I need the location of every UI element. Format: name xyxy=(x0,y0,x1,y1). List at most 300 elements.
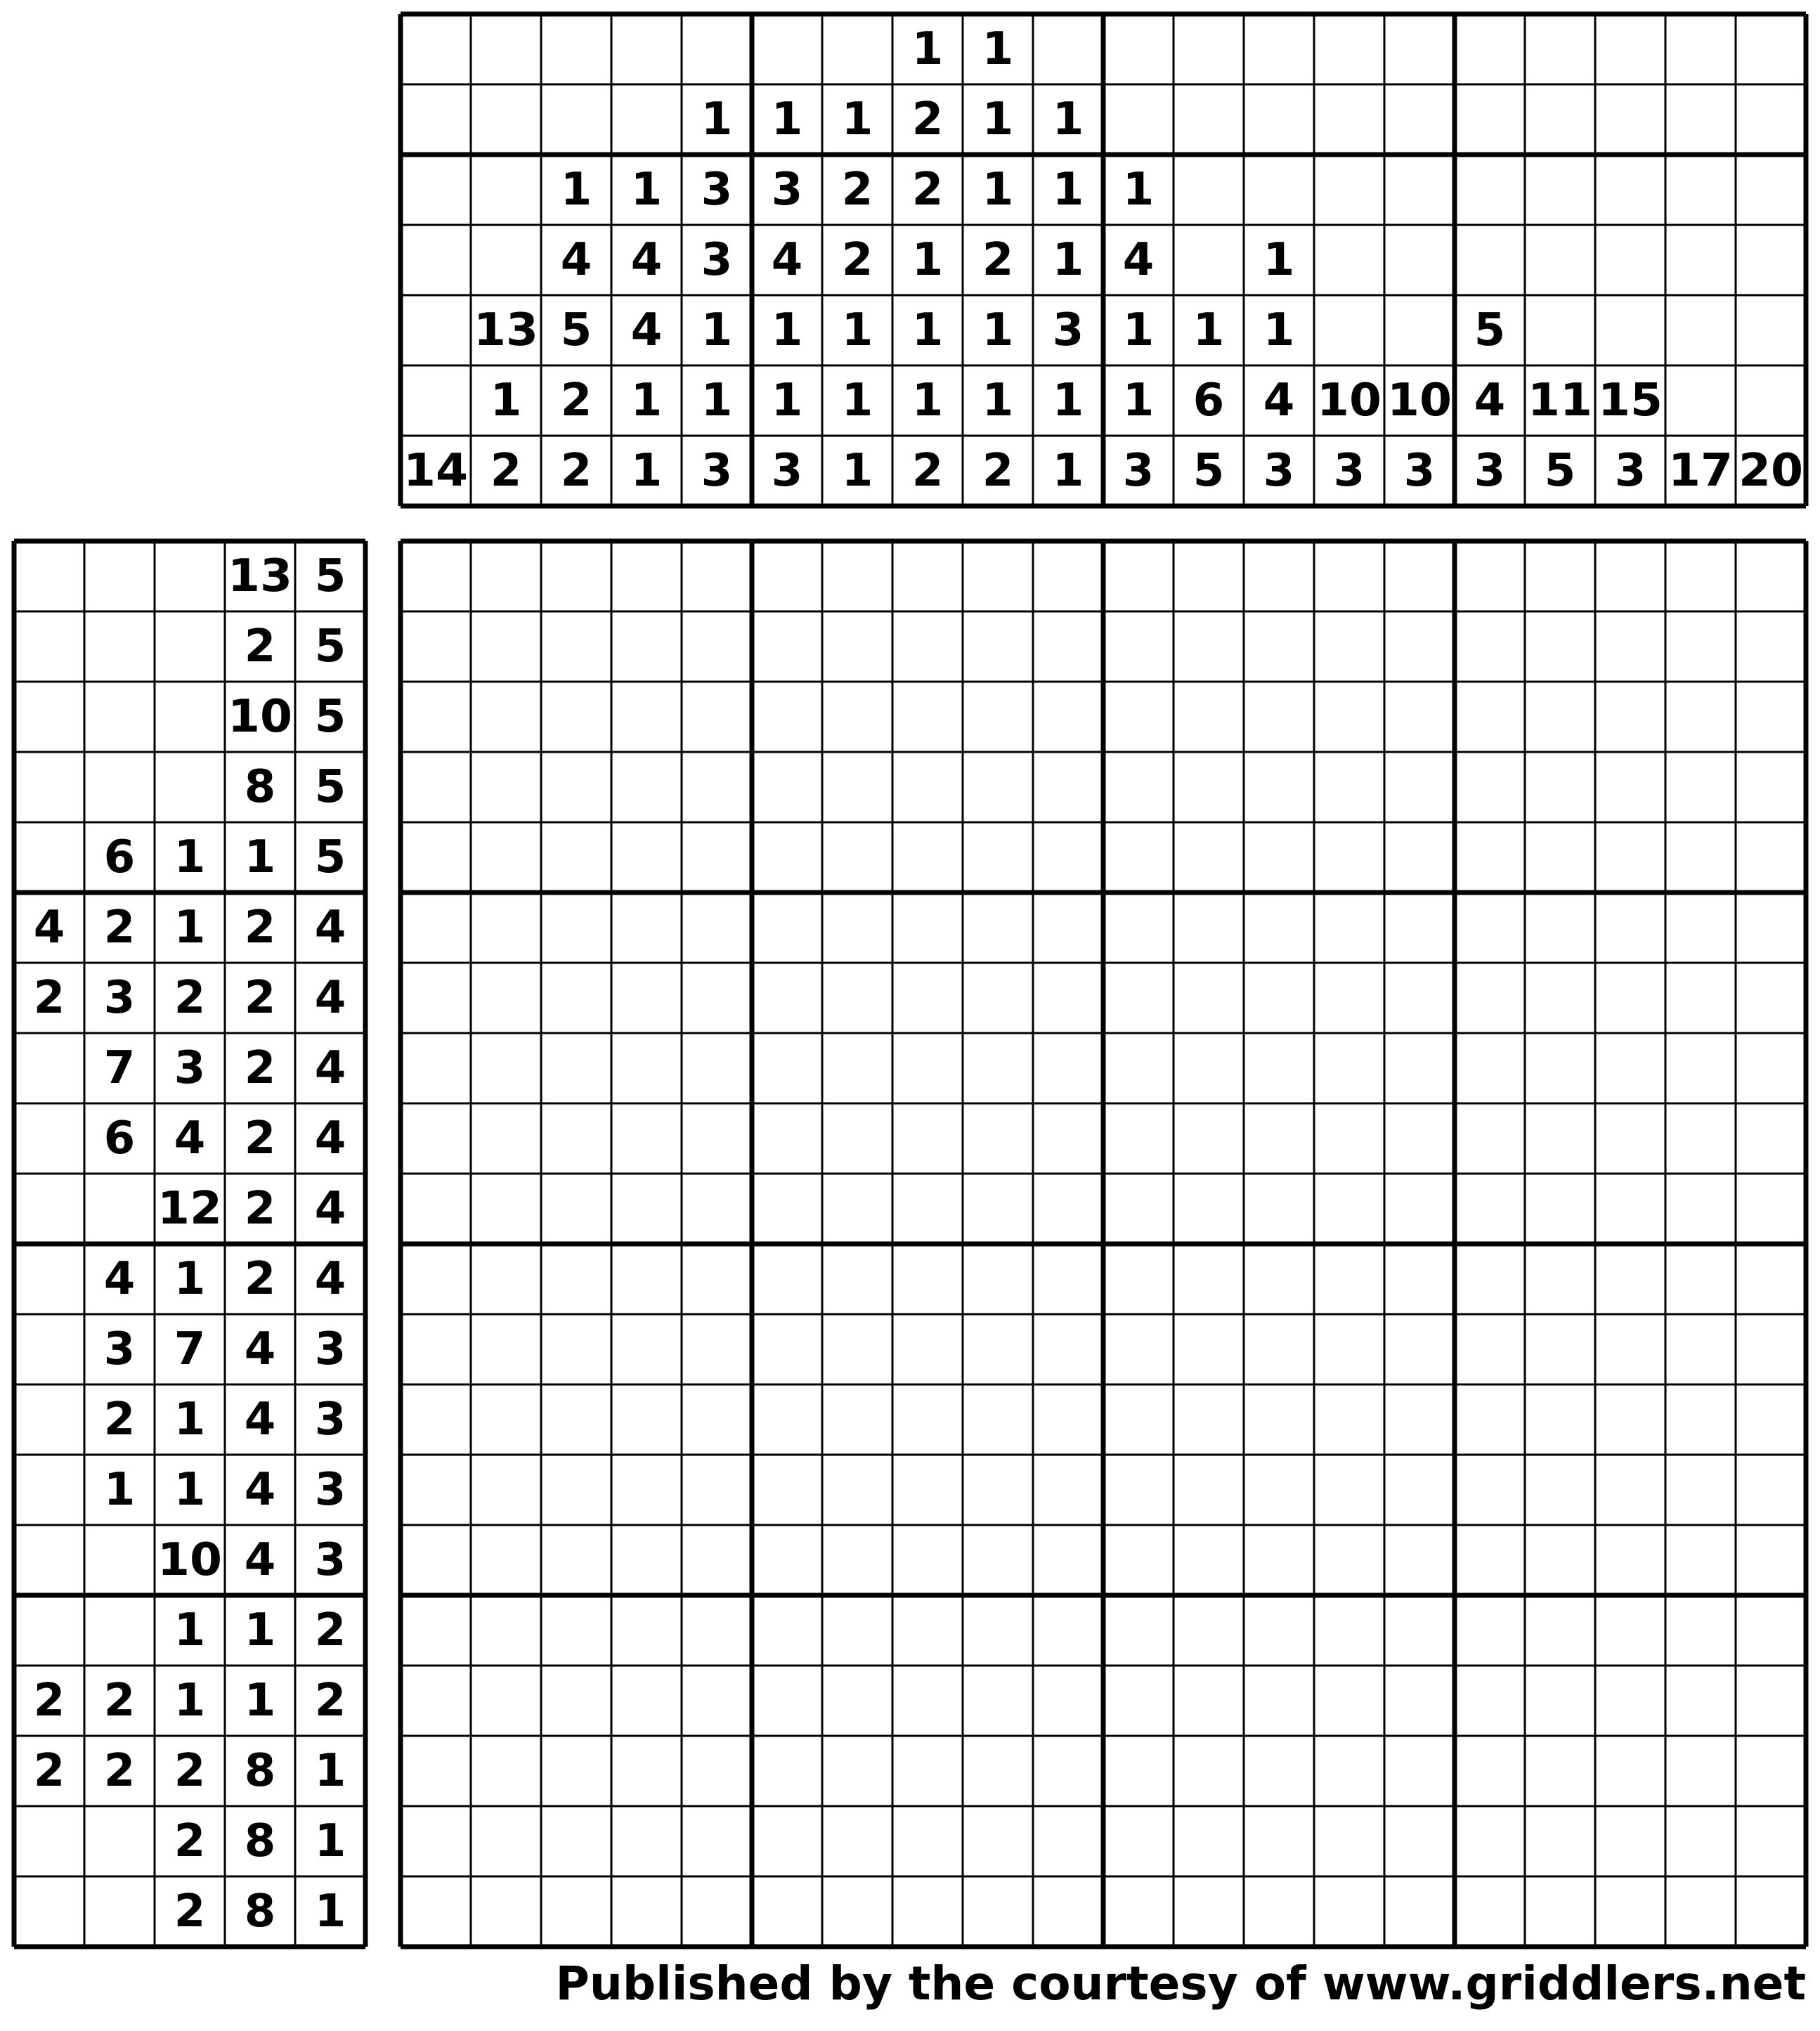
grid-cell[interactable] xyxy=(1244,1595,1314,1666)
grid-cell[interactable] xyxy=(822,1455,892,1525)
grid-cell[interactable] xyxy=(963,752,1033,822)
grid-cell[interactable] xyxy=(1525,822,1595,893)
grid-cell[interactable] xyxy=(1525,1666,1595,1736)
grid-cell[interactable] xyxy=(1384,1103,1455,1174)
grid-cell[interactable] xyxy=(1736,822,1806,893)
grid-cell[interactable] xyxy=(1174,822,1244,893)
grid-cell[interactable] xyxy=(401,1384,471,1455)
grid-cell[interactable] xyxy=(1455,1455,1525,1525)
grid-cell[interactable] xyxy=(892,1384,963,1455)
grid-cell[interactable] xyxy=(1314,541,1384,611)
grid-cell[interactable] xyxy=(1665,1103,1736,1174)
grid-cell[interactable] xyxy=(1595,1806,1665,1876)
grid-cell[interactable] xyxy=(1244,1666,1314,1736)
grid-cell[interactable] xyxy=(611,1806,682,1876)
grid-cell[interactable] xyxy=(1525,1595,1595,1666)
grid-cell[interactable] xyxy=(471,541,541,611)
grid-cell[interactable] xyxy=(1455,963,1525,1033)
grid-cell[interactable] xyxy=(1174,1666,1244,1736)
grid-cell[interactable] xyxy=(1244,1736,1314,1806)
grid-cell[interactable] xyxy=(963,1033,1033,1103)
grid-cell[interactable] xyxy=(471,752,541,822)
grid-cell[interactable] xyxy=(1455,1595,1525,1666)
grid-cell[interactable] xyxy=(1314,1174,1384,1244)
grid-cell[interactable] xyxy=(1736,1525,1806,1595)
grid-cell[interactable] xyxy=(1595,822,1665,893)
grid-cell[interactable] xyxy=(541,1876,611,1947)
grid-cell[interactable] xyxy=(1455,893,1525,963)
grid-cell[interactable] xyxy=(1525,1876,1595,1947)
grid-cell[interactable] xyxy=(1033,1244,1103,1314)
grid-cell[interactable] xyxy=(471,611,541,682)
grid-cell[interactable] xyxy=(682,1033,752,1103)
grid-cell[interactable] xyxy=(401,1525,471,1595)
grid-cell[interactable] xyxy=(892,1174,963,1244)
grid-cell[interactable] xyxy=(541,1244,611,1314)
grid-cell[interactable] xyxy=(822,1103,892,1174)
grid-cell[interactable] xyxy=(1384,893,1455,963)
grid-cell[interactable] xyxy=(1244,1033,1314,1103)
grid-cell[interactable] xyxy=(1595,1455,1665,1525)
grid-cell[interactable] xyxy=(1455,1103,1525,1174)
grid-cell[interactable] xyxy=(1665,1244,1736,1314)
grid-cell[interactable] xyxy=(963,682,1033,752)
grid-cell[interactable] xyxy=(822,1033,892,1103)
grid-cell[interactable] xyxy=(1665,1314,1736,1384)
grid-cell[interactable] xyxy=(1244,963,1314,1033)
grid-cell[interactable] xyxy=(682,1103,752,1174)
grid-cell[interactable] xyxy=(822,1314,892,1384)
grid-cell[interactable] xyxy=(1665,1595,1736,1666)
grid-cell[interactable] xyxy=(1525,1033,1595,1103)
grid-cell[interactable] xyxy=(1103,1806,1174,1876)
grid-cell[interactable] xyxy=(611,893,682,963)
grid-cell[interactable] xyxy=(1455,752,1525,822)
grid-cell[interactable] xyxy=(1314,893,1384,963)
grid-cell[interactable] xyxy=(1455,1033,1525,1103)
grid-cell[interactable] xyxy=(401,1314,471,1384)
grid-cell[interactable] xyxy=(1384,1314,1455,1384)
grid-cell[interactable] xyxy=(1595,1103,1665,1174)
grid-cell[interactable] xyxy=(471,1103,541,1174)
grid-cell[interactable] xyxy=(1665,1876,1736,1947)
grid-cell[interactable] xyxy=(1595,1876,1665,1947)
grid-cell[interactable] xyxy=(682,1736,752,1806)
grid-cell[interactable] xyxy=(1525,752,1595,822)
grid-cell[interactable] xyxy=(611,1736,682,1806)
grid-cell[interactable] xyxy=(1314,1314,1384,1384)
grid-cell[interactable] xyxy=(471,822,541,893)
grid-cell[interactable] xyxy=(401,611,471,682)
grid-cell[interactable] xyxy=(1595,1736,1665,1806)
grid-cell[interactable] xyxy=(963,1314,1033,1384)
grid-cell[interactable] xyxy=(1033,752,1103,822)
grid-cell[interactable] xyxy=(1384,963,1455,1033)
grid-cell[interactable] xyxy=(401,1103,471,1174)
grid-cell[interactable] xyxy=(1384,822,1455,893)
grid-cell[interactable] xyxy=(1455,1806,1525,1876)
grid-cell[interactable] xyxy=(1103,1314,1174,1384)
grid-cell[interactable] xyxy=(1736,611,1806,682)
grid-cell[interactable] xyxy=(1665,893,1736,963)
grid-cell[interactable] xyxy=(963,1525,1033,1595)
grid-cell[interactable] xyxy=(1455,1384,1525,1455)
grid-cell[interactable] xyxy=(1244,682,1314,752)
grid-cell[interactable] xyxy=(682,1384,752,1455)
grid-cell[interactable] xyxy=(1665,1666,1736,1736)
grid-cell[interactable] xyxy=(1033,822,1103,893)
grid-cell[interactable] xyxy=(1244,893,1314,963)
grid-cell[interactable] xyxy=(1525,893,1595,963)
grid-cell[interactable] xyxy=(682,1806,752,1876)
grid-cell[interactable] xyxy=(1174,1806,1244,1876)
grid-cell[interactable] xyxy=(822,752,892,822)
grid-cell[interactable] xyxy=(541,1033,611,1103)
grid-cell[interactable] xyxy=(1384,1595,1455,1666)
grid-cell[interactable] xyxy=(1665,541,1736,611)
grid-cell[interactable] xyxy=(1384,1666,1455,1736)
grid-cell[interactable] xyxy=(822,1174,892,1244)
grid-cell[interactable] xyxy=(611,963,682,1033)
grid-cell[interactable] xyxy=(682,1455,752,1525)
grid-cell[interactable] xyxy=(1665,682,1736,752)
grid-cell[interactable] xyxy=(1103,1033,1174,1103)
grid-cell[interactable] xyxy=(1665,752,1736,822)
grid-cell[interactable] xyxy=(541,1736,611,1806)
grid-cell[interactable] xyxy=(963,1736,1033,1806)
grid-cell[interactable] xyxy=(822,1666,892,1736)
grid-cell[interactable] xyxy=(1525,1384,1595,1455)
grid-cell[interactable] xyxy=(1314,1806,1384,1876)
grid-cell[interactable] xyxy=(1103,752,1174,822)
grid-cell[interactable] xyxy=(1736,1736,1806,1806)
grid-cell[interactable] xyxy=(1384,1736,1455,1806)
grid-cell[interactable] xyxy=(682,822,752,893)
grid-cell[interactable] xyxy=(541,541,611,611)
grid-cell[interactable] xyxy=(541,1525,611,1595)
grid-cell[interactable] xyxy=(1384,1876,1455,1947)
grid-cell[interactable] xyxy=(471,1666,541,1736)
grid-cell[interactable] xyxy=(1174,1244,1244,1314)
grid-cell[interactable] xyxy=(1595,752,1665,822)
grid-cell[interactable] xyxy=(1033,1174,1103,1244)
grid-cell[interactable] xyxy=(1384,1033,1455,1103)
grid-cell[interactable] xyxy=(1033,1595,1103,1666)
grid-cell[interactable] xyxy=(611,1103,682,1174)
grid-cell[interactable] xyxy=(471,1244,541,1314)
grid-cell[interactable] xyxy=(1665,1174,1736,1244)
grid-cell[interactable] xyxy=(1033,893,1103,963)
grid-cell[interactable] xyxy=(822,1806,892,1876)
grid-cell[interactable] xyxy=(822,682,892,752)
grid-cell[interactable] xyxy=(682,1314,752,1384)
grid-cell[interactable] xyxy=(1736,1876,1806,1947)
grid-cell[interactable] xyxy=(1244,1174,1314,1244)
grid-cell[interactable] xyxy=(1033,1103,1103,1174)
grid-cell[interactable] xyxy=(611,1244,682,1314)
grid-cell[interactable] xyxy=(1033,1806,1103,1876)
grid-cell[interactable] xyxy=(1525,1174,1595,1244)
grid-cell[interactable] xyxy=(1244,1455,1314,1525)
grid-cell[interactable] xyxy=(1736,1174,1806,1244)
grid-cell[interactable] xyxy=(752,752,822,822)
grid-cell[interactable] xyxy=(471,893,541,963)
grid-cell[interactable] xyxy=(611,682,682,752)
grid-cell[interactable] xyxy=(1595,1595,1665,1666)
grid-cell[interactable] xyxy=(752,893,822,963)
grid-cell[interactable] xyxy=(1174,1174,1244,1244)
grid-cell[interactable] xyxy=(1033,1033,1103,1103)
grid-cell[interactable] xyxy=(401,1806,471,1876)
grid-cell[interactable] xyxy=(1525,611,1595,682)
grid-cell[interactable] xyxy=(1384,1384,1455,1455)
grid-cell[interactable] xyxy=(471,1033,541,1103)
grid-cell[interactable] xyxy=(541,682,611,752)
grid-cell[interactable] xyxy=(963,611,1033,682)
grid-cell[interactable] xyxy=(1525,1103,1595,1174)
grid-cell[interactable] xyxy=(892,1244,963,1314)
grid-cell[interactable] xyxy=(1174,1876,1244,1947)
grid-cell[interactable] xyxy=(752,1595,822,1666)
grid-cell[interactable] xyxy=(892,1455,963,1525)
grid-cell[interactable] xyxy=(963,541,1033,611)
grid-cell[interactable] xyxy=(1595,1525,1665,1595)
grid-cell[interactable] xyxy=(1525,1455,1595,1525)
grid-cell[interactable] xyxy=(1033,1736,1103,1806)
grid-cell[interactable] xyxy=(1455,682,1525,752)
grid-cell[interactable] xyxy=(401,1455,471,1525)
grid-cell[interactable] xyxy=(471,682,541,752)
grid-cell[interactable] xyxy=(1174,1455,1244,1525)
grid-cell[interactable] xyxy=(892,541,963,611)
grid-cell[interactable] xyxy=(1595,1244,1665,1314)
grid-cell[interactable] xyxy=(752,1455,822,1525)
grid-cell[interactable] xyxy=(401,1033,471,1103)
grid-cell[interactable] xyxy=(1525,1314,1595,1384)
grid-cell[interactable] xyxy=(611,1666,682,1736)
grid-cell[interactable] xyxy=(1103,1455,1174,1525)
grid-cell[interactable] xyxy=(752,1384,822,1455)
grid-cell[interactable] xyxy=(1174,1595,1244,1666)
grid-cell[interactable] xyxy=(1103,1525,1174,1595)
grid-cell[interactable] xyxy=(401,822,471,893)
grid-cell[interactable] xyxy=(1455,1244,1525,1314)
grid-cell[interactable] xyxy=(1455,1174,1525,1244)
grid-cell[interactable] xyxy=(401,893,471,963)
grid-cell[interactable] xyxy=(1525,963,1595,1033)
grid-cell[interactable] xyxy=(1033,963,1103,1033)
grid-cell[interactable] xyxy=(1455,1314,1525,1384)
grid-cell[interactable] xyxy=(1384,1525,1455,1595)
grid-cell[interactable] xyxy=(1103,682,1174,752)
grid-cell[interactable] xyxy=(1525,1244,1595,1314)
grid-cell[interactable] xyxy=(1244,1525,1314,1595)
grid-cell[interactable] xyxy=(822,541,892,611)
grid-cell[interactable] xyxy=(541,1666,611,1736)
grid-cell[interactable] xyxy=(1174,1314,1244,1384)
grid-cell[interactable] xyxy=(963,963,1033,1033)
grid-cell[interactable] xyxy=(752,1174,822,1244)
grid-cell[interactable] xyxy=(1455,1736,1525,1806)
grid-cell[interactable] xyxy=(1033,1666,1103,1736)
grid-cell[interactable] xyxy=(1103,1736,1174,1806)
grid-cell[interactable] xyxy=(1314,1384,1384,1455)
grid-cell[interactable] xyxy=(401,1244,471,1314)
grid-cell[interactable] xyxy=(1736,1384,1806,1455)
grid-cell[interactable] xyxy=(1736,1595,1806,1666)
grid-cell[interactable] xyxy=(471,1384,541,1455)
grid-cell[interactable] xyxy=(541,822,611,893)
grid-cell[interactable] xyxy=(1736,1806,1806,1876)
grid-cell[interactable] xyxy=(1665,1806,1736,1876)
grid-cell[interactable] xyxy=(1455,1525,1525,1595)
grid-cell[interactable] xyxy=(822,1736,892,1806)
grid-cell[interactable] xyxy=(1103,611,1174,682)
grid-cell[interactable] xyxy=(1174,1736,1244,1806)
grid-cell[interactable] xyxy=(1736,1244,1806,1314)
grid-cell[interactable] xyxy=(892,1033,963,1103)
grid-cell[interactable] xyxy=(1314,682,1384,752)
grid-cell[interactable] xyxy=(682,752,752,822)
grid-cell[interactable] xyxy=(682,1876,752,1947)
grid-cell[interactable] xyxy=(611,752,682,822)
grid-cell[interactable] xyxy=(752,682,822,752)
grid-cell[interactable] xyxy=(541,1103,611,1174)
grid-cell[interactable] xyxy=(963,1103,1033,1174)
grid-cell[interactable] xyxy=(892,822,963,893)
grid-cell[interactable] xyxy=(471,1736,541,1806)
grid-cell[interactable] xyxy=(1314,752,1384,822)
grid-cell[interactable] xyxy=(963,1806,1033,1876)
grid-cell[interactable] xyxy=(963,1666,1033,1736)
grid-cell[interactable] xyxy=(963,1876,1033,1947)
grid-cell[interactable] xyxy=(1736,893,1806,963)
grid-cell[interactable] xyxy=(752,1033,822,1103)
grid-cell[interactable] xyxy=(1595,1174,1665,1244)
grid-cell[interactable] xyxy=(892,893,963,963)
grid-cell[interactable] xyxy=(682,1666,752,1736)
grid-cell[interactable] xyxy=(963,1174,1033,1244)
grid-cell[interactable] xyxy=(682,1595,752,1666)
grid-cell[interactable] xyxy=(1384,541,1455,611)
grid-cell[interactable] xyxy=(471,1876,541,1947)
grid-cell[interactable] xyxy=(1455,1876,1525,1947)
grid-cell[interactable] xyxy=(1736,963,1806,1033)
grid-cell[interactable] xyxy=(1033,1455,1103,1525)
grid-cell[interactable] xyxy=(822,611,892,682)
grid-cell[interactable] xyxy=(1455,1666,1525,1736)
grid-cell[interactable] xyxy=(1595,963,1665,1033)
grid-cell[interactable] xyxy=(1103,1103,1174,1174)
grid-cell[interactable] xyxy=(611,822,682,893)
grid-cell[interactable] xyxy=(682,1174,752,1244)
grid-cell[interactable] xyxy=(1103,1666,1174,1736)
grid-cell[interactable] xyxy=(1103,1384,1174,1455)
grid-cell[interactable] xyxy=(401,1174,471,1244)
grid-cell[interactable] xyxy=(1103,1174,1174,1244)
grid-cell[interactable] xyxy=(1244,611,1314,682)
grid-cell[interactable] xyxy=(1174,1384,1244,1455)
grid-cell[interactable] xyxy=(1665,1033,1736,1103)
grid-cell[interactable] xyxy=(892,1595,963,1666)
grid-cell[interactable] xyxy=(1244,1384,1314,1455)
grid-cell[interactable] xyxy=(892,1806,963,1876)
grid-cell[interactable] xyxy=(752,822,822,893)
grid-cell[interactable] xyxy=(1384,1806,1455,1876)
grid-cell[interactable] xyxy=(1595,1033,1665,1103)
grid-cell[interactable] xyxy=(752,1103,822,1174)
grid-cell[interactable] xyxy=(752,1525,822,1595)
grid-cell[interactable] xyxy=(1174,682,1244,752)
grid-cell[interactable] xyxy=(892,1103,963,1174)
grid-cell[interactable] xyxy=(752,1806,822,1876)
grid-cell[interactable] xyxy=(401,682,471,752)
grid-cell[interactable] xyxy=(1244,1806,1314,1876)
grid-cell[interactable] xyxy=(892,611,963,682)
grid-cell[interactable] xyxy=(682,611,752,682)
grid-cell[interactable] xyxy=(611,1876,682,1947)
grid-cell[interactable] xyxy=(892,1736,963,1806)
grid-cell[interactable] xyxy=(1174,541,1244,611)
grid-cell[interactable] xyxy=(963,1384,1033,1455)
grid-cell[interactable] xyxy=(1736,682,1806,752)
grid-cell[interactable] xyxy=(1525,682,1595,752)
grid-cell[interactable] xyxy=(892,1525,963,1595)
grid-cell[interactable] xyxy=(1103,541,1174,611)
grid-cell[interactable] xyxy=(1103,963,1174,1033)
grid-cell[interactable] xyxy=(1033,682,1103,752)
grid-cell[interactable] xyxy=(1525,1525,1595,1595)
grid-cell[interactable] xyxy=(1736,1455,1806,1525)
grid-cell[interactable] xyxy=(1736,1314,1806,1384)
grid-cell[interactable] xyxy=(682,1244,752,1314)
grid-cell[interactable] xyxy=(822,1244,892,1314)
grid-cell[interactable] xyxy=(892,1876,963,1947)
grid-cell[interactable] xyxy=(541,611,611,682)
grid-cell[interactable] xyxy=(1244,1103,1314,1174)
grid-cell[interactable] xyxy=(682,1525,752,1595)
grid-cell[interactable] xyxy=(611,1595,682,1666)
grid-cell[interactable] xyxy=(1525,1806,1595,1876)
grid-cell[interactable] xyxy=(1455,822,1525,893)
grid-cell[interactable] xyxy=(963,822,1033,893)
grid-cell[interactable] xyxy=(1665,1384,1736,1455)
grid-cell[interactable] xyxy=(1103,1876,1174,1947)
grid-cell[interactable] xyxy=(1174,1033,1244,1103)
grid-cell[interactable] xyxy=(682,963,752,1033)
grid-cell[interactable] xyxy=(752,1314,822,1384)
grid-cell[interactable] xyxy=(1384,1455,1455,1525)
grid-cell[interactable] xyxy=(1525,1736,1595,1806)
grid-cell[interactable] xyxy=(401,1876,471,1947)
grid-cell[interactable] xyxy=(1665,1455,1736,1525)
grid-cell[interactable] xyxy=(1384,1244,1455,1314)
grid-cell[interactable] xyxy=(1314,1455,1384,1525)
grid-cell[interactable] xyxy=(611,1174,682,1244)
grid-cell[interactable] xyxy=(541,1384,611,1455)
grid-cell[interactable] xyxy=(471,1174,541,1244)
grid-cell[interactable] xyxy=(752,611,822,682)
grid-cell[interactable] xyxy=(1665,1736,1736,1806)
grid-cell[interactable] xyxy=(401,1666,471,1736)
grid-cell[interactable] xyxy=(471,1525,541,1595)
grid-cell[interactable] xyxy=(1174,1525,1244,1595)
grid-cell[interactable] xyxy=(1595,611,1665,682)
grid-cell[interactable] xyxy=(541,963,611,1033)
grid-cell[interactable] xyxy=(541,1455,611,1525)
grid-cell[interactable] xyxy=(1033,611,1103,682)
grid-cell[interactable] xyxy=(822,822,892,893)
